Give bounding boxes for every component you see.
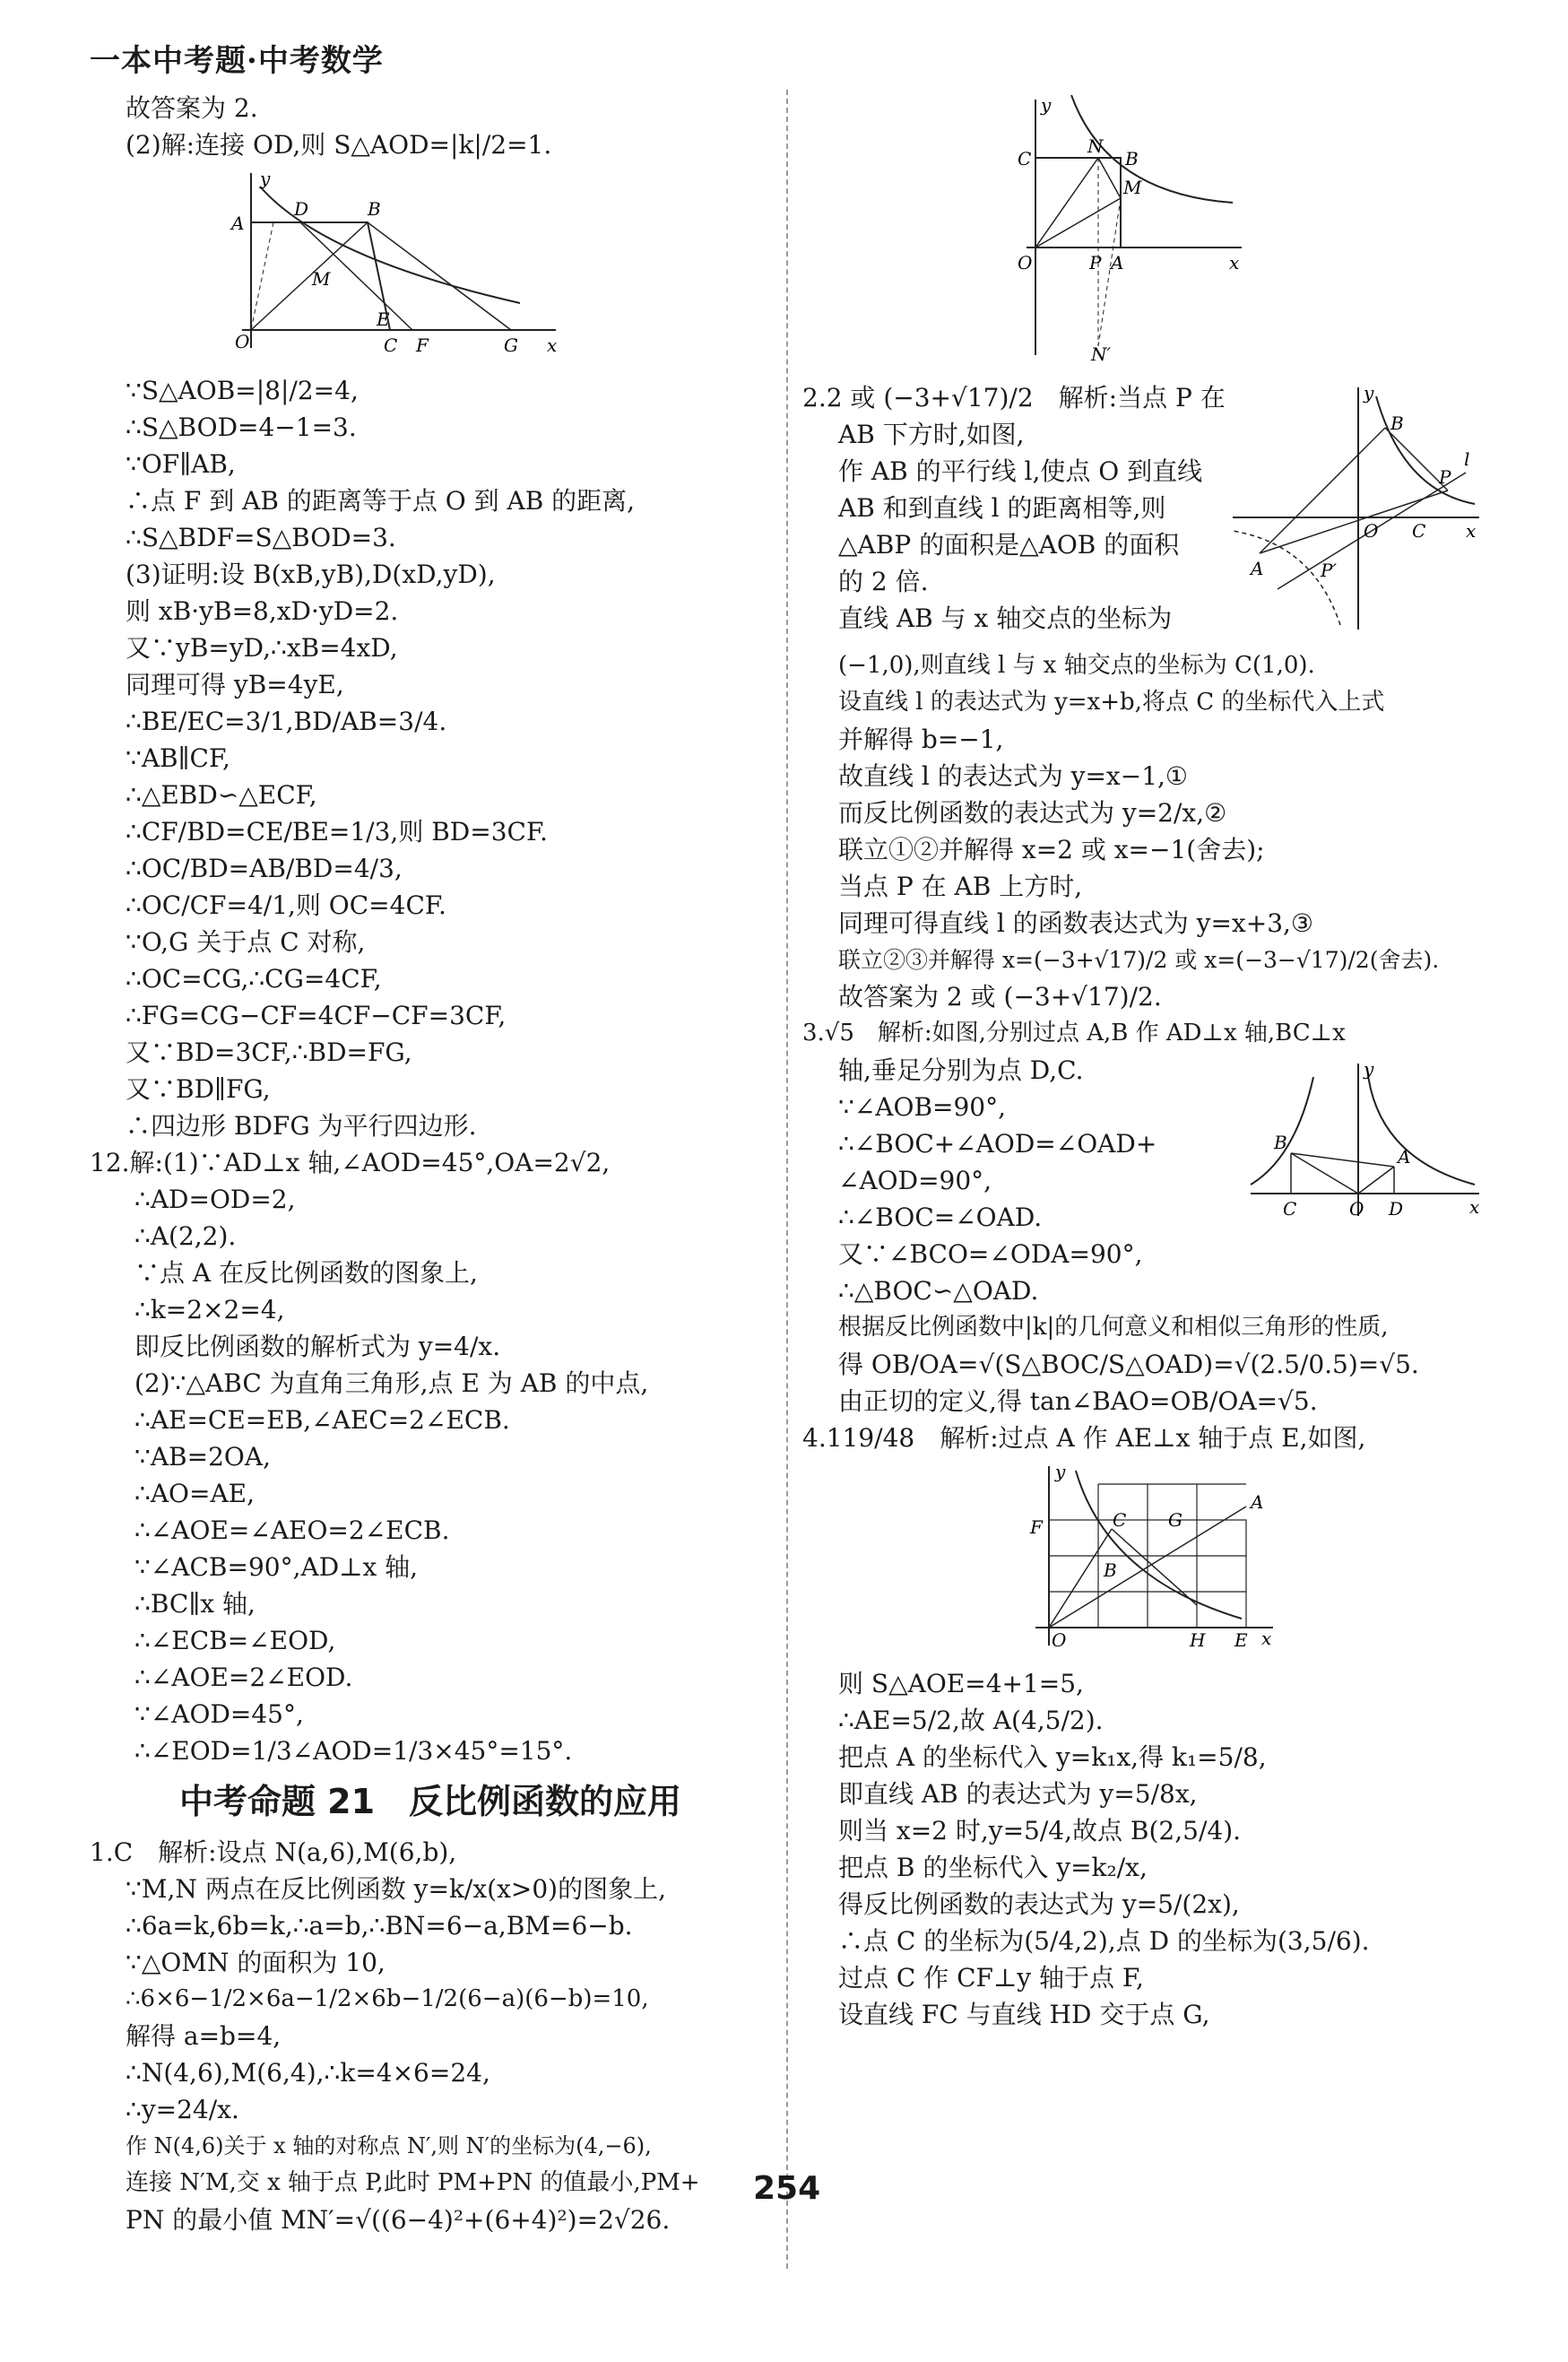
figure-2-graph	[1018, 95, 1251, 364]
fig2-label: N	[1087, 135, 1104, 157]
text-line: ∴∠BOC+∠AOD=∠OAD+	[838, 1129, 1157, 1159]
text-line: ∠AOD=90°,	[838, 1166, 992, 1195]
fig4-label: A	[1398, 1146, 1411, 1168]
text-line: ∴AE=CE=EB,∠AEC=2∠ECB.	[134, 1405, 510, 1435]
text-line: ∴OC=CG,∴CG=4CF,	[126, 964, 382, 994]
fig1-label: G	[504, 334, 518, 356]
text-line: 即反比例函数的解析式为 y=4/x.	[134, 1332, 501, 1361]
text-line: (2)解:连接 OD,则 S△AOD=|k|/2=1.	[126, 130, 552, 160]
text-line: ∴y=24/x.	[126, 2095, 239, 2124]
fig1-label: M	[312, 268, 331, 290]
fig4-label: O	[1349, 1198, 1364, 1220]
text-line: △ABP 的面积是△AOB 的面积	[838, 530, 1180, 560]
fig5-label: H	[1190, 1629, 1206, 1650]
fig1-label: F	[416, 334, 429, 356]
text-line: 过点 C 作 CF⊥y 轴于点 F,	[838, 1963, 1144, 1993]
text-line: ∴AD=OD=2,	[134, 1185, 296, 1214]
text-line: ∴点 F 到 AB 的距离等于点 O 到 AB 的距离,	[126, 486, 636, 516]
fig3-label: y	[1364, 383, 1374, 404]
text-line: 得 OB/OA=√(S△BOC/S△OAD)=√(2.5/0.5)=√5.	[838, 1350, 1419, 1379]
text-line: ∴k=2×2=4,	[134, 1295, 285, 1324]
fig2-label: M	[1123, 177, 1142, 198]
fig2-label: B	[1125, 148, 1139, 169]
left-column	[90, 90, 771, 2238]
fig1-label: O	[235, 331, 250, 352]
text-line: 4.119/48 解析:过点 A 作 AE⊥x 轴于点 E,如图,	[802, 1423, 1366, 1453]
text-line: ∴∠BOC=∠OAD.	[838, 1203, 1043, 1232]
text-line: ∵M,N 两点在反比例函数 y=k/x(x>0)的图象上,	[126, 1874, 666, 1904]
text-line: 同理可得 yB=4yE,	[126, 670, 344, 699]
text-line: ∴∠AOE=∠AEO=2∠ECB.	[134, 1515, 450, 1545]
figure-2	[802, 95, 1484, 374]
text-line: ∵∠AOB=90°,	[838, 1092, 1007, 1122]
text-line: 联立①②并解得 x=2 或 x=−1(舍去);	[838, 835, 1265, 864]
text-line: 设直线 l 的表达式为 y=x+b,将点 C 的坐标代入上式	[838, 689, 1385, 716]
text-line: ∵△OMN 的面积为 10,	[126, 1948, 386, 1977]
text-line: 则 xB·yB=8,xD·yD=2.	[126, 596, 399, 626]
fig5-label: O	[1052, 1629, 1067, 1650]
fig4-label: B	[1274, 1132, 1287, 1153]
text-line: 又∵BD=3CF,∴BD=FG,	[126, 1038, 412, 1067]
text-line: ∵OF∥AB,	[126, 449, 236, 479]
text-line: AB 下方时,如图,	[838, 420, 1025, 449]
text-line: 把点 A 的坐标代入 y=k₁x,得 k₁=5/8,	[838, 1742, 1267, 1772]
fig5-label: C	[1113, 1509, 1127, 1531]
text-line: 12.解:(1)∵AD⊥x 轴,∠AOD=45°,OA=2√2,	[90, 1148, 611, 1177]
figure-5	[802, 1462, 1484, 1660]
fig2-label: N′	[1091, 343, 1112, 364]
text-line: 由正切的定义,得 tan∠BAO=OB/OA=√5.	[838, 1386, 1318, 1416]
text-line: 又∵BD∥FG,	[126, 1074, 271, 1104]
text-line: 连接 N′M,交 x 轴于点 P,此时 PM+PN 的值最小,PM+	[126, 2169, 700, 2196]
text-line: ∵AB∥CF,	[126, 743, 230, 773]
fig3-label: C	[1412, 520, 1426, 542]
fig2-label: A	[1111, 252, 1124, 274]
fig3-label: A	[1251, 558, 1264, 579]
fig2-label: C	[1018, 148, 1032, 169]
text-line: 又∵∠BCO=∠ODA=90°,	[838, 1239, 1143, 1269]
fig3-label: B	[1390, 412, 1404, 434]
text-line: 即直线 AB 的表达式为 y=5/8x,	[838, 1779, 1198, 1809]
text-line: 轴,垂足分别为点 D,C.	[838, 1055, 1084, 1085]
text-line: AB 和到直线 l 的距离相等,则	[838, 493, 1166, 523]
text-line: ∴AO=AE,	[134, 1479, 256, 1508]
text-line: 3.√5 解析:如图,分别过点 A,B 作 AD⊥x 轴,BC⊥x	[802, 1020, 1346, 1046]
figure-3-graph	[1224, 383, 1484, 634]
text-line: (−1,0),则直线 l 与 x 轴交点的坐标为 C(1,0).	[838, 652, 1315, 679]
text-line: 故答案为 2.	[126, 93, 258, 123]
text-line: ∴∠EOD=1/3∠AOD=1/3×45°=15°.	[134, 1736, 573, 1766]
figure-1	[90, 169, 771, 367]
text-line: ∴OC/BD=AB/BD=4/3,	[126, 854, 403, 883]
text-line: 2.2 或 (−3+√17)/2 解析:当点 P 在	[802, 383, 1226, 412]
fig3-label: l	[1464, 448, 1470, 470]
figure-1-graph	[224, 169, 565, 357]
figure-4-graph	[1242, 1059, 1484, 1220]
text-line: 作 N(4,6)关于 x 轴的对称点 N′,则 N′的坐标为(4,−6),	[126, 2133, 652, 2158]
fig3-label: O	[1364, 520, 1379, 542]
text-line: 直线 AB 与 x 轴交点的坐标为	[838, 604, 1173, 633]
text-line: 又∵yB=yD,∴xB=4xD,	[126, 633, 398, 663]
fig5-label: y	[1055, 1462, 1066, 1482]
text-line: 而反比例函数的表达式为 y=2/x,②	[838, 798, 1227, 828]
fig2-label: P	[1089, 252, 1102, 274]
figure-3	[1224, 383, 1484, 644]
text-line: ∵O,G 关于点 C 对称,	[126, 927, 366, 957]
text-line: ∴A(2,2).	[134, 1221, 237, 1251]
fig1-label: D	[294, 198, 309, 220]
text-line: 的 2 倍.	[838, 567, 929, 596]
text-line: ∴△BOC∽△OAD.	[838, 1276, 1039, 1306]
text-line: ∵∠AOD=45°,	[134, 1699, 304, 1729]
text-line: 根据反比例函数中|k|的几何意义和相似三角形的性质,	[838, 1314, 1389, 1341]
text-line: 故答案为 2 或 (−3+√17)/2.	[838, 982, 1162, 1012]
text-line: ∴AE=5/2,故 A(4,5/2).	[838, 1706, 1104, 1735]
fig4-label: x	[1469, 1196, 1480, 1218]
text-line: ∴S△BOD=4−1=3.	[126, 412, 357, 442]
fig4-label: C	[1283, 1198, 1297, 1220]
fig2-label: y	[1041, 95, 1052, 116]
fig4-label: y	[1364, 1059, 1374, 1080]
column-divider	[786, 90, 788, 2269]
text-line: 作 AB 的平行线 l,使点 O 到直线	[838, 456, 1203, 486]
text-line: ∴N(4,6),M(6,4),∴k=4×6=24,	[126, 2058, 490, 2088]
text-line: ∴BE/EC=3/1,BD/AB=3/4.	[126, 707, 447, 736]
text-line: 则 S△AOE=4+1=5,	[838, 1669, 1084, 1698]
fig5-label: B	[1104, 1559, 1117, 1581]
fig1-label: B	[368, 198, 381, 220]
text-line: 同理可得直线 l 的函数表达式为 y=x+3,③	[838, 908, 1314, 938]
fig1-label: E	[377, 308, 390, 330]
fig2-label: O	[1018, 252, 1033, 274]
text-line: 并解得 b=−1,	[838, 725, 1004, 754]
text-line: 联立②③并解得 x=(−3+√17)/2 或 x=(−3−√17)/2(舍去).	[838, 947, 1440, 973]
fig4-label: D	[1389, 1198, 1404, 1220]
text-line: 当点 P 在 AB 上方时,	[838, 872, 1083, 901]
fig3-label: x	[1466, 520, 1477, 542]
text-line: 则当 x=2 时,y=5/4,故点 B(2,5/4).	[838, 1816, 1242, 1845]
text-line: ∴四边形 BDFG 为平行四边形.	[126, 1111, 477, 1141]
text-line: ∵S△AOB=|8|/2=4,	[126, 376, 359, 405]
figure-4	[1242, 1059, 1484, 1230]
fig1-label: y	[260, 169, 271, 189]
fig5-label: E	[1234, 1629, 1248, 1650]
fig5-label: F	[1030, 1516, 1043, 1538]
figure-5-graph	[1027, 1462, 1278, 1650]
running-header: 一本中考题·中考数学	[90, 43, 384, 79]
text-line: ∴OC/CF=4/1,则 OC=4CF.	[126, 890, 446, 920]
text-line: 得反比例函数的表达式为 y=5/(2x),	[838, 1889, 1240, 1919]
text-line: ∵点 A 在反比例函数的图象上,	[134, 1258, 478, 1288]
fig5-label: G	[1168, 1509, 1182, 1531]
fig3-label: P	[1439, 466, 1451, 488]
text-line: ∴6a=k,6b=k,∴a=b,∴BN=6−a,BM=6−b.	[126, 1911, 633, 1941]
fig5-label: x	[1261, 1628, 1272, 1649]
fig1-label: x	[547, 334, 558, 356]
text-line: ∴点 C 的坐标为(5/4,2),点 D 的坐标为(3,5/6).	[838, 1926, 1370, 1956]
text-line: ∴6×6−1/2×6a−1/2×6b−1/2(6−a)(6−b)=10,	[126, 1985, 649, 2012]
text-line: ∴CF/BD=CE/BE=1/3,则 BD=3CF.	[126, 817, 548, 847]
text-line: ∴△EBD∽△ECF,	[126, 780, 317, 810]
text-line: 解得 a=b=4,	[126, 2021, 282, 2051]
text-line: ∴BC∥x 轴,	[134, 1589, 256, 1619]
text-line: ∵AB=2OA,	[134, 1442, 271, 1472]
text-line: 把点 B 的坐标代入 y=k₂/x,	[838, 1853, 1148, 1882]
fig1-label: C	[384, 334, 398, 356]
text-line: ∴FG=CG−CF=4CF−CF=3CF,	[126, 1001, 507, 1030]
text-line: ∴∠AOE=2∠EOD.	[134, 1663, 353, 1692]
fig2-label: x	[1229, 252, 1240, 274]
fig5-label: A	[1251, 1491, 1264, 1513]
text-line: (3)证明:设 B(xB,yB),D(xD,yD),	[126, 560, 496, 589]
section-title: 中考命题 21 反比例函数的应用	[178, 1782, 682, 1821]
text-line: ∵∠ACB=90°,AD⊥x 轴,	[134, 1552, 419, 1582]
page-number: 254	[753, 2170, 821, 2207]
fig1-label: A	[231, 213, 245, 234]
text-line: ∴∠ECB=∠EOD,	[134, 1626, 336, 1655]
text-line: PN 的最小值 MN′=√((6−4)²+(6+4)²)=2√26.	[126, 2205, 671, 2235]
text-line: ∴S△BDF=S△BOD=3.	[126, 523, 396, 552]
right-column	[802, 90, 1484, 2033]
text-line: 1.C 解析:设点 N(a,6),M(6,b),	[90, 1837, 457, 1867]
text-line: (2)∵△ABC 为直角三角形,点 E 为 AB 的中点,	[134, 1368, 649, 1398]
text-line: 设直线 FC 与直线 HD 交于点 G,	[838, 2000, 1210, 2029]
fig3-label: P′	[1321, 560, 1337, 581]
text-line: 故直线 l 的表达式为 y=x−1,①	[838, 761, 1189, 791]
